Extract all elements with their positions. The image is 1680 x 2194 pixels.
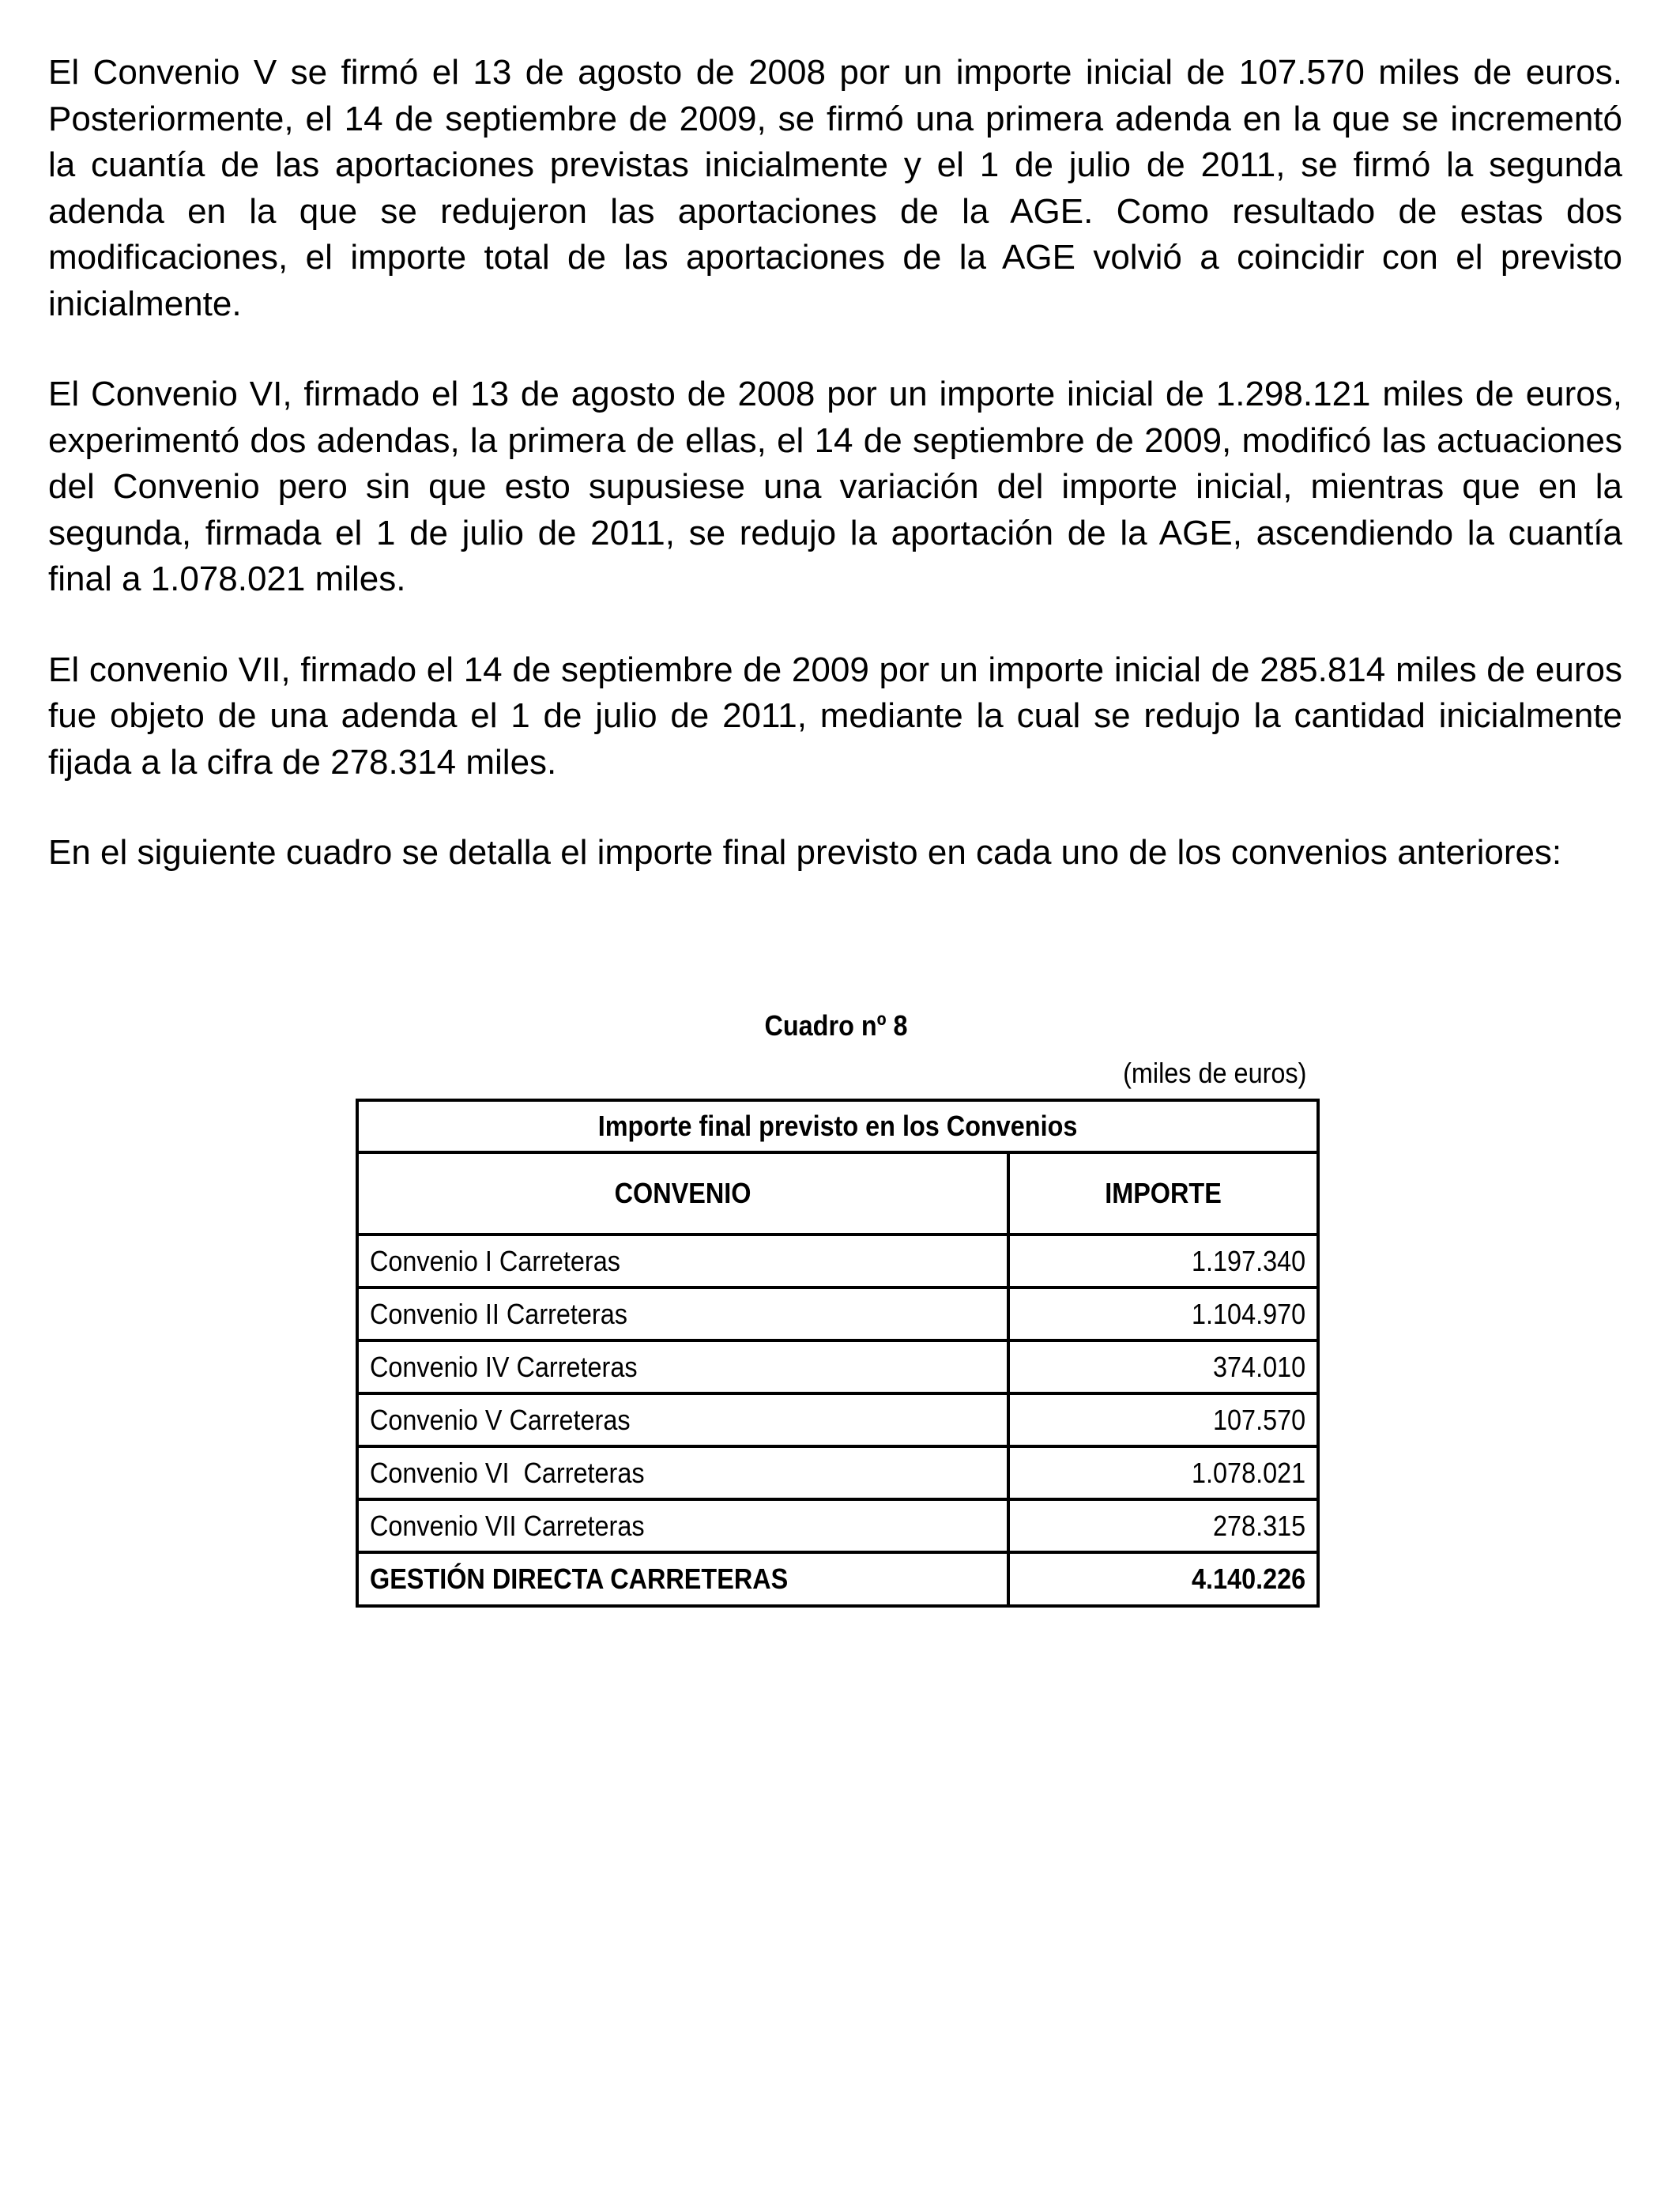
document-page: [48, 50, 1622, 876]
cell-importe: [1008, 1340, 1318, 1393]
total-label-cell: [357, 1552, 1008, 1606]
cell-importe: [1008, 1393, 1318, 1446]
paragraph-convenio-vii: El convenio VII, firmado el 14 de septiembre de 2009 por un importe inicial de 285.814 miles de euros fue objeto de una adenda el 1 de julio de 2011, mediante la cual se redujo la cantidad inicialmente fijada a la cifra de 278.314 miles.: [48, 650, 1622, 782]
table-row: [357, 1446, 1318, 1499]
table-caption-row: [357, 1100, 1318, 1152]
column-header-convenio-text: CONVENIO: [614, 1177, 751, 1209]
cell-importe: [1008, 1499, 1318, 1552]
convenios-table: [356, 1099, 1320, 1608]
total-label-text: GESTIÓN DIRECTA CARRETERAS: [370, 1563, 789, 1595]
cell-convenio: [357, 1446, 1008, 1499]
table-caption-text: Importe final previsto en los Convenios: [597, 1110, 1078, 1142]
cell-convenio: [357, 1340, 1008, 1393]
table-section: [356, 1004, 1317, 1608]
paragraph-table-intro: En el siguiente cuadro se detalla el importe final previsto en cada uno de los convenios anteriores:: [48, 833, 1562, 872]
table-row: [357, 1499, 1318, 1552]
table-row: [357, 1235, 1318, 1287]
cell-convenio-text: Convenio V Carreteras: [370, 1403, 631, 1436]
cell-importe: [1008, 1235, 1318, 1287]
cell-importe: [1008, 1287, 1318, 1340]
table-title: Cuadro nº 8: [764, 1009, 908, 1042]
table-total-row: [357, 1552, 1318, 1606]
cell-convenio: [357, 1235, 1008, 1287]
table-unit-note: (miles de euros): [1123, 1057, 1307, 1089]
cell-convenio-text: Convenio IV Carreteras: [370, 1350, 638, 1383]
paragraph-convenio-v: El Convenio V se firmó el 13 de agosto de 2008 por un importe inicial de 107.570 miles de euros. Posteriormente, el 14 de septiembre de 2009, se firmó una primera adenda en la que se incrementó la cuantía de las aportaciones previstas inicialmente y el 1 de julio de 2011, se firmó la segunda adenda en la que se redujeron las aportaciones de la AGE. Como resultado de estas dos modificaciones, el importe total de las aportaciones de la AGE volvió a coincidir con el previsto inicialmente.: [48, 53, 1622, 323]
paragraph-convenio-vi: El Convenio VI, firmado el 13 de agosto de 2008 por un importe inicial de 1.298.121 miles de euros, experimentó dos adendas, la primera de ellas, el 14 de septiembre de 2009, modificó las actuaciones del Convenio pero sin que esto supusiese una variación del importe inicial, mientras que en la segunda, firmada el 1 de julio de 2011, se redujo la aportación de la AGE, ascendiendo la cuantía final a 1.078.021 miles.: [48, 375, 1622, 598]
cell-convenio-text: Convenio I Carreteras: [370, 1244, 620, 1277]
cell-importe-text: 278.315: [1212, 1509, 1305, 1542]
cell-importe-text: 1.078.021: [1191, 1456, 1305, 1489]
column-header-importe-text: IMPORTE: [1105, 1177, 1222, 1209]
cell-convenio-text: Convenio II Carreteras: [370, 1297, 627, 1330]
table-row: [357, 1393, 1318, 1446]
cell-importe-text: 1.104.970: [1191, 1297, 1305, 1330]
column-header-importe: [1008, 1152, 1318, 1235]
cell-importe-text: 374.010: [1212, 1350, 1305, 1383]
table-header-row: [357, 1152, 1318, 1235]
cell-convenio: [357, 1499, 1008, 1552]
table-row: [357, 1340, 1318, 1393]
total-value-cell: [1008, 1552, 1318, 1606]
cell-convenio: [357, 1393, 1008, 1446]
cell-importe: [1008, 1446, 1318, 1499]
total-value-text: 4.140.226: [1191, 1563, 1305, 1595]
column-header-convenio: [357, 1152, 1008, 1235]
cell-convenio: [357, 1287, 1008, 1340]
cell-convenio-text: Convenio VI Carreteras: [370, 1456, 645, 1489]
cell-importe-text: 1.197.340: [1191, 1244, 1305, 1277]
table-row: [357, 1287, 1318, 1340]
cell-convenio-text: Convenio VII Carreteras: [370, 1509, 645, 1542]
cell-importe-text: 107.570: [1212, 1403, 1305, 1436]
table-caption: [357, 1100, 1318, 1152]
